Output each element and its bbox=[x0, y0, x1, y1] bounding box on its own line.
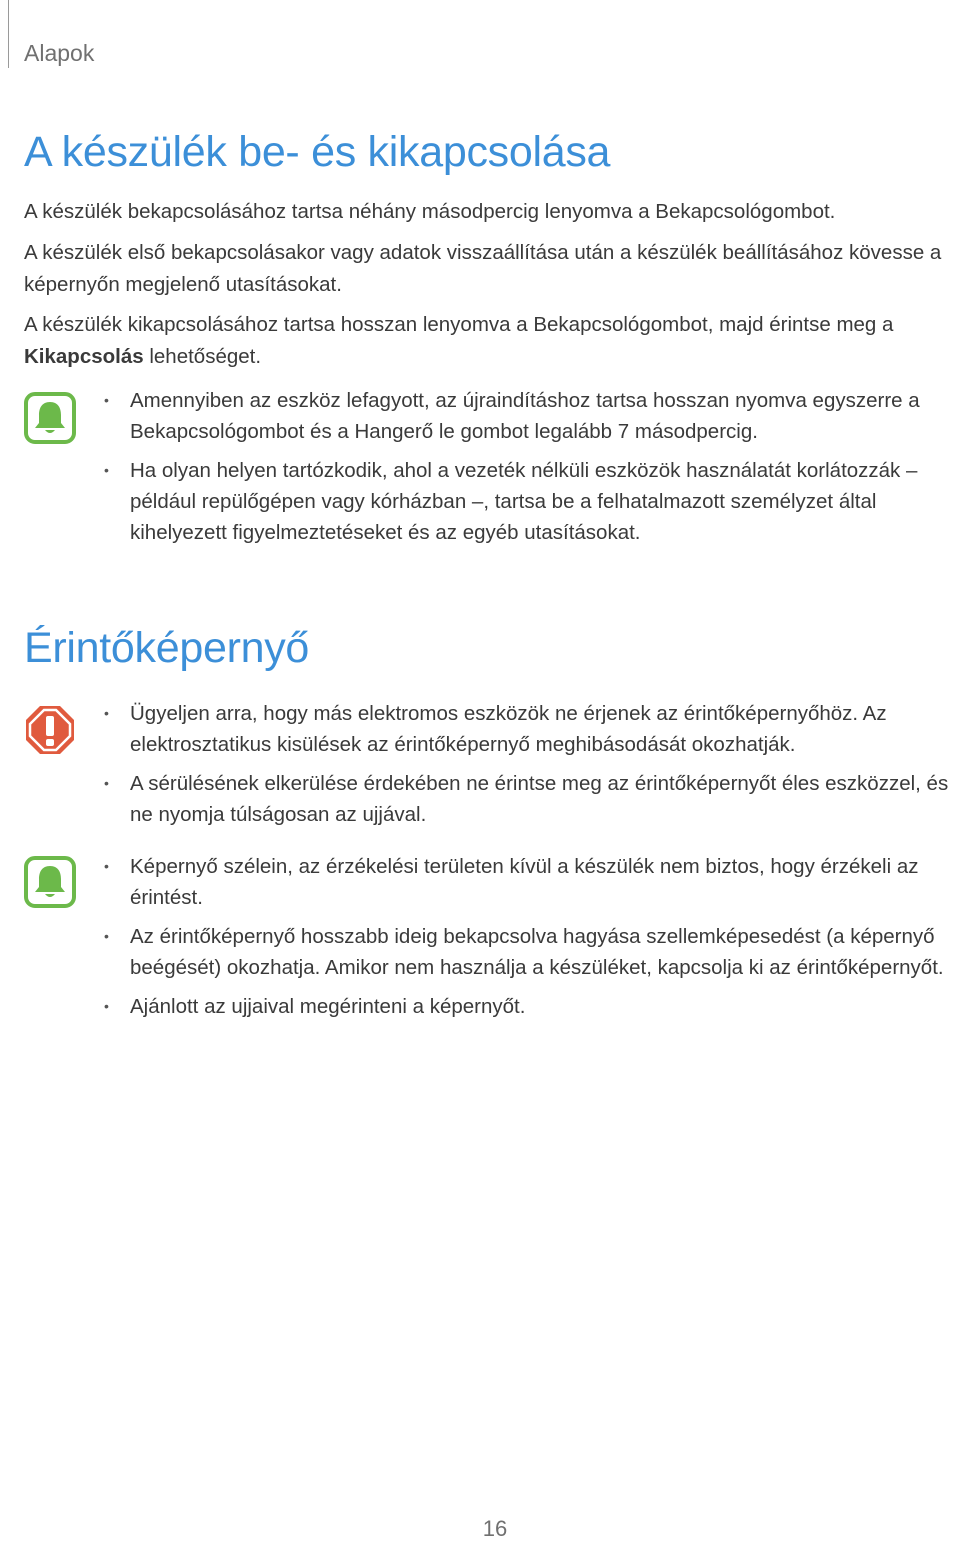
list-item-text: Ügyeljen arra, hogy más elektromos eszközök ne érjenek az érintőképernyőhöz. Az elektrosztatikus kisülések az érintőképernyő meghibásodását okozhatják. bbox=[130, 702, 887, 756]
list-item bbox=[100, 385, 960, 447]
bullet: • bbox=[104, 858, 109, 874]
bell-icon bbox=[24, 392, 76, 444]
list-item bbox=[100, 698, 960, 760]
list-item-text: Az érintőképernyő hosszabb ideig bekapcsolva hagyása szellemképesedést (a képernyő beégését) okozhatja. Amikor nem használja a készüléket, kapcsolja ki az érintőképernyőt. bbox=[130, 925, 944, 979]
power-off-option: Kikapcsolás bbox=[24, 345, 144, 368]
touchscreen-warnings-list bbox=[100, 698, 960, 838]
bullet: • bbox=[104, 705, 109, 721]
paragraph-power-off-suffix: lehetőséget. bbox=[143, 345, 262, 368]
paragraph-power-off-text: A készülék kikapcsolásához tartsa hosszan lenyomva a Bekapcsológombot, majd érintse meg a bbox=[24, 313, 894, 336]
section-title-power: A készülék be- és kikapcsolása bbox=[24, 128, 611, 176]
list-item bbox=[100, 851, 960, 913]
list-item-text: Ajánlott az ujjaival megérinteni a képernyőt. bbox=[130, 995, 526, 1018]
section-title-touchscreen: Érintőképernyő bbox=[24, 624, 310, 672]
bullet: • bbox=[104, 462, 109, 478]
list-item bbox=[100, 768, 960, 830]
list-item-text: Képernyő szélein, az érzékelési területen kívül a készülék nem biztos, hogy érzékeli az érintést. bbox=[130, 855, 919, 909]
touchscreen-notes-list bbox=[100, 851, 960, 1030]
bullet: • bbox=[104, 928, 109, 944]
chapter-header: Alapok bbox=[24, 40, 95, 66]
bullet: • bbox=[104, 392, 109, 408]
bullet: • bbox=[104, 775, 109, 791]
paragraph-first-start: A készülék első bekapcsolásakor vagy adatok visszaállítása után a készülék beállításához kövesse a képernyőn megjelenő utasításokat. bbox=[24, 241, 942, 296]
list-item-text: Amennyiben az eszköz lefagyott, az újraindításhoz tartsa hosszan nyomva egyszerre a Bekapcsológombot és a Hangerő le gombot legalább 7 másodpercig. bbox=[130, 389, 920, 443]
power-notes-list bbox=[100, 385, 960, 556]
list-item bbox=[100, 455, 960, 548]
list-item-text: Ha olyan helyen tartózkodik, ahol a vezeték nélküli eszközök használatát korlátozzák – például repülőgépen vagy kórházban –, tartsa be a felhatalmazott személyzet által kihelyezett figyelmeztetéseket és az egyéb utasításokat. bbox=[130, 459, 918, 544]
page-number: 16 bbox=[482, 1516, 508, 1541]
paragraph-power-on: A készülék bekapcsolásához tartsa néhány másodpercig lenyomva a Bekapcsológombot. bbox=[24, 200, 836, 223]
bullet: • bbox=[104, 998, 109, 1014]
bell-icon bbox=[24, 856, 76, 908]
header-rule bbox=[8, 0, 9, 68]
list-item bbox=[100, 921, 960, 983]
exclamation-icon bbox=[24, 704, 76, 756]
list-item-text: A sérülésének elkerülése érdekében ne érintse meg az érintőképernyőt éles eszközzel, és ne nyomja túlságosan az ujjával. bbox=[130, 772, 949, 826]
list-item bbox=[100, 991, 960, 1022]
paragraph-power-off bbox=[24, 309, 944, 373]
